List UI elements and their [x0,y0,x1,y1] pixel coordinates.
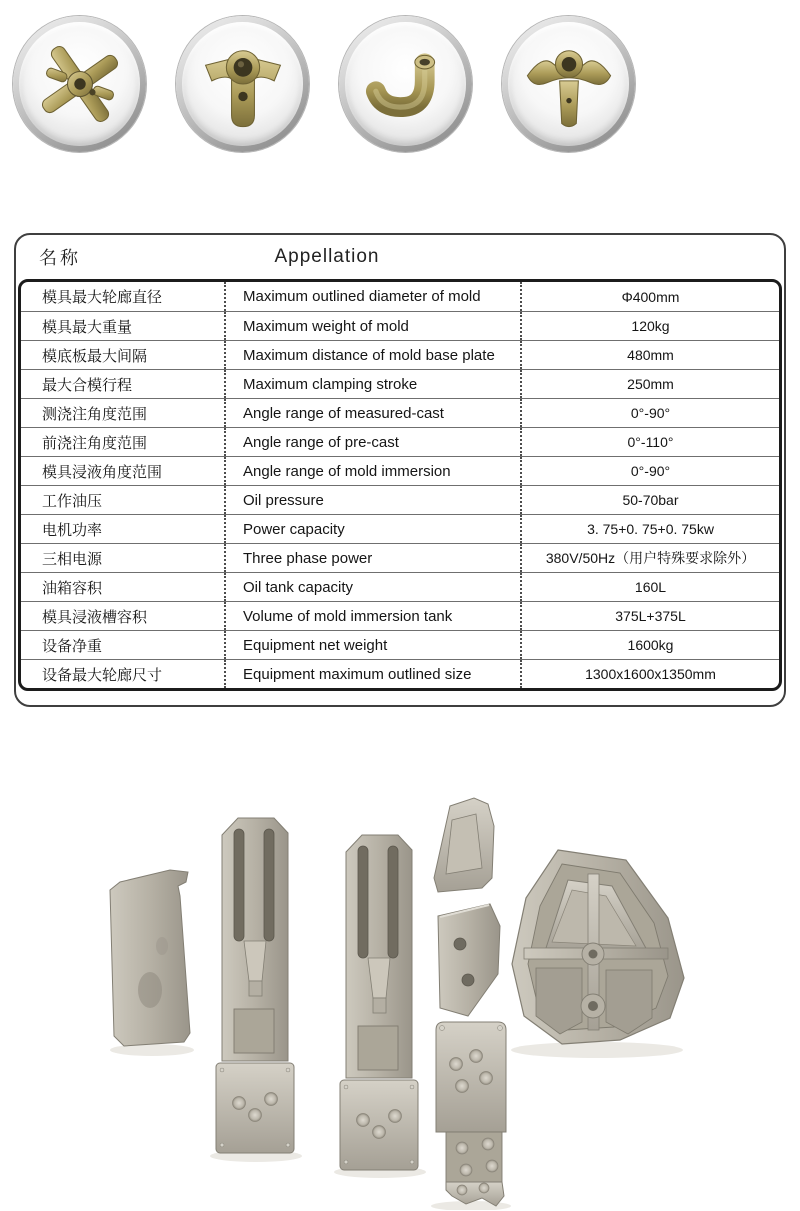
spec-value: 250mm [520,370,779,398]
spec-value: 480mm [520,341,779,369]
product-badges [13,16,635,152]
spec-value: 120kg [520,312,779,340]
spec-value: 380V/50Hz（用户特殊要求除外） [520,544,779,572]
casting-trapezoid-block [438,904,500,1016]
spec-name-cn: 最大合模行程 [42,376,133,394]
spec-name-en: Angle range of mold immersion [224,457,520,485]
spec-value: 1600kg [520,631,779,659]
table-row [21,282,779,311]
spec-name-cn: 前浇注角度范围 [42,434,148,452]
spec-name-en: Oil tank capacity [224,573,520,601]
spec-name-en: Angle range of measured-cast [224,399,520,427]
badge-4 [502,16,635,152]
spec-name-cn: 电机功率 [42,521,103,539]
spec-name-en: Oil pressure [224,486,520,514]
castings-photo-image [100,778,700,1210]
table-row [21,659,779,688]
spec-name-cn: 模具最大轮廊直径 [42,289,163,306]
cross-casting-icon [28,32,132,136]
spec-name-cn: 三相电源 [42,550,103,568]
spec-value: 0°-90° [520,399,779,427]
elbow-pipe-casting-icon [354,32,458,136]
shadow [110,1044,194,1056]
spec-name-en: Three phase power [224,544,520,572]
table-row [21,572,779,601]
spec-name-cn: 测浇注角度范围 [42,405,148,423]
spec-value: 1300x1600x1350mm [520,660,779,688]
spec-name-cn: 模具最大重量 [42,318,133,336]
table-row [21,398,779,427]
spec-name-en: Power capacity [224,515,520,543]
table-row [21,543,779,572]
spec-name-cn: 工作油压 [42,492,103,510]
spec-value: 0°-90° [520,457,779,485]
table-row [21,630,779,659]
table-row [21,369,779,398]
spec-value: 160L [520,573,779,601]
casting-triangle-block [434,798,494,892]
badge-3-inner [345,22,466,146]
header-name-en: Appellation [274,246,380,267]
spec-name-cn: 模具浸液槽容积 [42,608,148,626]
table-row [21,340,779,369]
spec-name-cn: 设备净重 [42,637,103,655]
spec-table-header [16,235,784,279]
casting-slotted-bar-1 [216,818,294,1153]
spec-name-cn: 油箱容积 [42,579,103,597]
spec-name-en: Maximum distance of mold base plate [224,341,520,369]
spec-name-en: Equipment net weight [224,631,520,659]
table-row [21,456,779,485]
spec-name-en: Maximum weight of mold [224,312,520,340]
spec-value: Φ400mm [520,282,779,311]
spec-value: 375L+375L [520,602,779,630]
badge-1 [13,16,146,152]
spec-name-cn: 模底板最大间隔 [42,347,148,365]
spec-name-en: Maximum clamping stroke [224,370,520,398]
tee-casting-icon [517,32,621,136]
spec-name-cn: 设备最大轮廊尺寸 [42,666,163,684]
casting-slotted-bar-2 [340,835,418,1170]
spec-name-en: Volume of mold immersion tank [224,602,520,630]
table-row [21,514,779,543]
header-name-cn: 名称 [39,248,81,268]
spec-name-en: Maximum outlined diameter of mold [224,282,520,311]
spec-value: 50-70bar [520,486,779,514]
casting-octagon-plate [512,850,684,1044]
spec-name-en: Equipment maximum outlined size [224,660,520,688]
spec-value: 3. 75+0. 75+0. 75kw [520,515,779,543]
badge-2 [176,16,309,152]
spec-table [14,233,786,707]
spec-name-en: Angle range of pre-cast [224,428,520,456]
table-row [21,311,779,340]
badge-3 [339,16,472,152]
badge-2-inner [182,22,303,146]
badge-1-inner [19,22,140,146]
casting-dotted-bar [436,1022,506,1206]
tri-arm-casting-icon [191,32,295,136]
badge-4-inner [508,22,629,146]
casting-flat-plate [110,870,190,1046]
table-row [21,427,779,456]
table-row [21,601,779,630]
table-row [21,485,779,514]
spec-rows [18,279,782,691]
aluminum-castings-photo [100,778,700,1210]
spec-name-cn: 模具浸液角度范围 [42,463,163,481]
spec-value: 0°-110° [520,428,779,456]
